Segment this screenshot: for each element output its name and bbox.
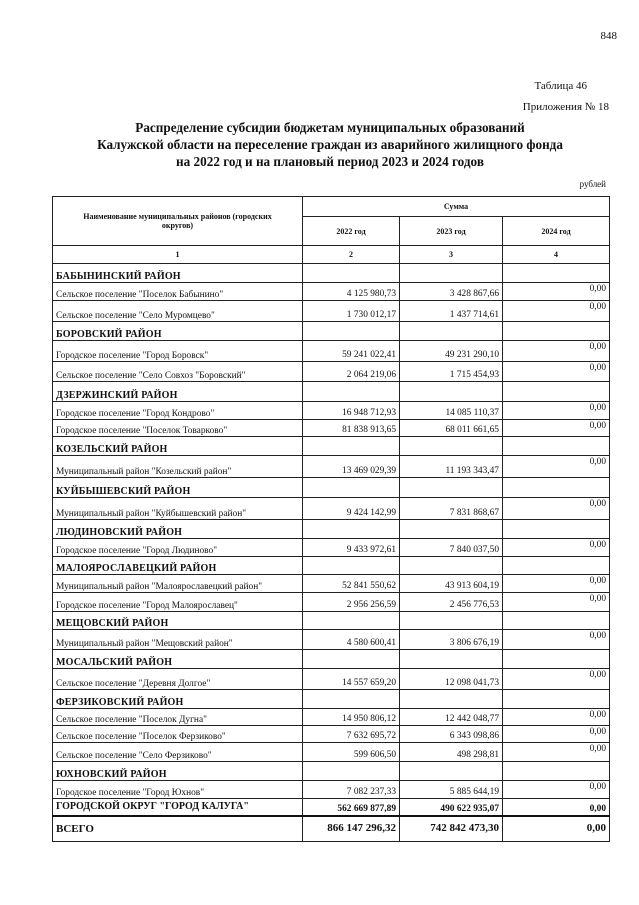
settlement-row: [53, 726, 610, 743]
column-number: 3: [400, 246, 503, 264]
settlement-row: [53, 362, 610, 382]
header-name-column: Наименование муниципальных районов (городских округов): [53, 197, 303, 246]
settlement-row: [53, 539, 610, 557]
amount-2023: 68 011 661,65: [400, 420, 503, 437]
amount-2024: 0,00: [503, 498, 610, 520]
city-district-row: [53, 799, 610, 816]
district-name: МОСАЛЬСКИЙ РАЙОН: [53, 650, 303, 669]
amount-2023: 49 231 290,10: [400, 341, 503, 362]
settlement-name: Муниципальный район "Козельский район": [53, 456, 303, 478]
table-body: [53, 264, 610, 816]
amount-2023: 11 193 343,47: [400, 456, 503, 478]
amount-2023: 490 622 935,07: [400, 799, 503, 816]
district-name: МЕЩОВСКИЙ РАЙОН: [53, 612, 303, 630]
district-name: ЛЮДИНОВСКИЙ РАЙОН: [53, 520, 303, 539]
amount-2024: 0,00: [503, 669, 610, 690]
empty-cell: [503, 382, 610, 402]
amount-2022: 4 125 980,73: [303, 283, 400, 301]
empty-cell: [503, 612, 610, 630]
settlement-row: [53, 283, 610, 301]
amount-2023: 2 456 776,53: [400, 593, 503, 612]
empty-cell: [303, 264, 400, 283]
amount-2024: 0,00: [503, 726, 610, 743]
empty-cell: [400, 382, 503, 402]
amount-2024: 0,00: [503, 593, 610, 612]
settlement-name: Городское поселение "Город Боровск": [53, 341, 303, 362]
settlement-row: [53, 630, 610, 650]
empty-cell: [503, 557, 610, 575]
settlement-name: Городское поселение "Город Юхнов": [53, 781, 303, 799]
settlement-name: Сельское поселение "Поселок Бабынино": [53, 283, 303, 301]
settlement-row: [53, 402, 610, 420]
subsidy-table: [52, 196, 610, 842]
settlement-name: Сельское поселение "Село Ферзиково": [53, 743, 303, 762]
empty-cell: [303, 690, 400, 709]
district-header-row: [53, 437, 610, 456]
amount-2024: 0,00: [503, 630, 610, 650]
page-number: 848: [600, 30, 617, 42]
district-header-row: [53, 382, 610, 402]
amount-2024: 0,00: [503, 362, 610, 382]
empty-cell: [503, 762, 610, 781]
empty-cell: [503, 322, 610, 341]
district-name: МАЛОЯРОСЛАВЕЦКИЙ РАЙОН: [53, 557, 303, 575]
title-line: Калужской области на переселение граждан из аварийного жилищного фонда: [97, 137, 563, 152]
empty-cell: [503, 690, 610, 709]
amount-2024: 0,00: [503, 709, 610, 726]
settlement-row: [53, 781, 610, 799]
amount-2023: 7 831 868,67: [400, 498, 503, 520]
settlement-row: [53, 593, 610, 612]
header-year-2024: 2024 год: [503, 217, 610, 246]
header-year-2022: 2022 год: [303, 217, 400, 246]
amount-2024: 0,00: [503, 575, 610, 593]
settlement-name: Сельское поселение "Село Совхоз "Боровский": [53, 362, 303, 382]
district-header-row: [53, 762, 610, 781]
district-header-row: [53, 612, 610, 630]
amount-2022: 7 632 695,72: [303, 726, 400, 743]
title-line: на 2022 год и на плановый период 2023 и 2024 годов: [176, 154, 484, 169]
column-number: 4: [503, 246, 610, 264]
settlement-row: [53, 301, 610, 322]
district-header-row: [53, 478, 610, 498]
settlement-name: Сельское поселение "Село Муромцево": [53, 301, 303, 322]
empty-cell: [303, 437, 400, 456]
district-name: КОЗЕЛЬСКИЙ РАЙОН: [53, 437, 303, 456]
amount-2024: 0,00: [503, 341, 610, 362]
amount-2022: 9 433 972,61: [303, 539, 400, 557]
settlement-name: Муниципальный район "Куйбышевский район": [53, 498, 303, 520]
column-number: 2: [303, 246, 400, 264]
amount-2024: 0,00: [503, 539, 610, 557]
amount-2023: 5 885 644,19: [400, 781, 503, 799]
amount-2024: 0,00: [503, 456, 610, 478]
amount-2022: 59 241 022,41: [303, 341, 400, 362]
total-2023: 742 842 473,30: [400, 816, 503, 842]
amount-2022: 52 841 550,62: [303, 575, 400, 593]
empty-cell: [503, 478, 610, 498]
column-number: 1: [53, 246, 303, 264]
settlement-row: [53, 456, 610, 478]
district-header-row: [53, 690, 610, 709]
settlement-name: ГОРОДСКОЙ ОКРУГ "ГОРОД КАЛУГА": [53, 799, 303, 816]
empty-cell: [400, 690, 503, 709]
district-name: КУЙБЫШЕВСКИЙ РАЙОН: [53, 478, 303, 498]
total-label: ВСЕГО: [53, 816, 303, 842]
district-name: ЮХНОВСКИЙ РАЙОН: [53, 762, 303, 781]
district-header-row: [53, 322, 610, 341]
settlement-name: Городское поселение "Город Людиново": [53, 539, 303, 557]
amount-2022: 81 838 913,65: [303, 420, 400, 437]
amount-2023: 43 913 604,19: [400, 575, 503, 593]
amount-2024: 0,00: [503, 781, 610, 799]
settlement-row: [53, 498, 610, 520]
settlement-name: Сельское поселение "Деревня Долгое": [53, 669, 303, 690]
title-line: Распределение субсидии бюджетам муниципальных образований: [135, 120, 525, 135]
settlement-name: Городское поселение "Поселок Товарково": [53, 420, 303, 437]
amount-2022: 16 948 712,93: [303, 402, 400, 420]
district-name: БОРОВСКИЙ РАЙОН: [53, 322, 303, 341]
settlement-row: [53, 575, 610, 593]
amount-2023: 3 428 867,66: [400, 283, 503, 301]
settlement-name: Муниципальный район "Мещовский район": [53, 630, 303, 650]
empty-cell: [303, 612, 400, 630]
settlement-name: Сельское поселение "Поселок Дугна": [53, 709, 303, 726]
appendix-label: Приложения № 18: [522, 101, 609, 113]
empty-cell: [400, 520, 503, 539]
empty-cell: [503, 650, 610, 669]
empty-cell: [400, 264, 503, 283]
amount-2023: 3 806 676,19: [400, 630, 503, 650]
district-name: БАБЫНИНСКИЙ РАЙОН: [53, 264, 303, 283]
empty-cell: [303, 322, 400, 341]
settlement-name: Сельское поселение "Поселок Ферзиково": [53, 726, 303, 743]
units-label: рублей: [579, 179, 606, 189]
amount-2023: 1 715 454,93: [400, 362, 503, 382]
settlement-row: [53, 743, 610, 762]
settlement-row: [53, 669, 610, 690]
table-label: Таблица 46: [534, 80, 587, 92]
empty-cell: [400, 762, 503, 781]
amount-2022: 562 669 877,89: [303, 799, 400, 816]
amount-2022: 14 950 806,12: [303, 709, 400, 726]
district-header-row: [53, 650, 610, 669]
amount-2023: 7 840 037,50: [400, 539, 503, 557]
amount-2023: 1 437 714,61: [400, 301, 503, 322]
amount-2022: 2 956 256,59: [303, 593, 400, 612]
empty-cell: [400, 650, 503, 669]
amount-2022: 599 606,50: [303, 743, 400, 762]
amount-2022: 13 469 029,39: [303, 456, 400, 478]
total-2022: 866 147 296,32: [303, 816, 400, 842]
district-header-row: [53, 520, 610, 539]
settlement-name: Муниципальный район "Малоярославецкий район": [53, 575, 303, 593]
amount-2022: 14 557 659,20: [303, 669, 400, 690]
empty-cell: [503, 264, 610, 283]
district-name: ФЕРЗИКОВСКИЙ РАЙОН: [53, 690, 303, 709]
amount-2024: 0,00: [503, 743, 610, 762]
empty-cell: [400, 612, 503, 630]
amount-2023: 12 098 041,73: [400, 669, 503, 690]
document-title: [50, 119, 610, 170]
header-sum: Сумма: [303, 197, 610, 217]
empty-cell: [303, 557, 400, 575]
empty-cell: [303, 520, 400, 539]
settlement-row: [53, 420, 610, 437]
empty-cell: [400, 478, 503, 498]
empty-cell: [503, 437, 610, 456]
amount-2024: 0,00: [503, 301, 610, 322]
total-row: [53, 816, 610, 842]
district-name: ДЗЕРЖИНСКИЙ РАЙОН: [53, 382, 303, 402]
settlement-name: Городское поселение "Город Кондрово": [53, 402, 303, 420]
amount-2024: 0,00: [503, 799, 610, 816]
district-header-row: [53, 557, 610, 575]
amount-2024: 0,00: [503, 420, 610, 437]
district-header-row: [53, 264, 610, 283]
amount-2022: 9 424 142,99: [303, 498, 400, 520]
settlement-row: [53, 709, 610, 726]
amount-2024: 0,00: [503, 283, 610, 301]
amount-2022: 2 064 219,06: [303, 362, 400, 382]
header-year-2023: 2023 год: [400, 217, 503, 246]
empty-cell: [303, 478, 400, 498]
empty-cell: [303, 762, 400, 781]
amount-2022: 4 580 600,41: [303, 630, 400, 650]
amount-2023: 6 343 098,86: [400, 726, 503, 743]
empty-cell: [303, 382, 400, 402]
amount-2023: 12 442 048,77: [400, 709, 503, 726]
amount-2023: 498 298,81: [400, 743, 503, 762]
amount-2023: 14 085 110,37: [400, 402, 503, 420]
settlement-row: [53, 341, 610, 362]
amount-2022: 1 730 012,17: [303, 301, 400, 322]
empty-cell: [303, 650, 400, 669]
empty-cell: [400, 437, 503, 456]
empty-cell: [503, 520, 610, 539]
amount-2022: 7 082 237,33: [303, 781, 400, 799]
settlement-name: Городское поселение "Город Малоярославец": [53, 593, 303, 612]
total-2024: 0,00: [503, 816, 610, 842]
amount-2024: 0,00: [503, 402, 610, 420]
empty-cell: [400, 322, 503, 341]
empty-cell: [400, 557, 503, 575]
